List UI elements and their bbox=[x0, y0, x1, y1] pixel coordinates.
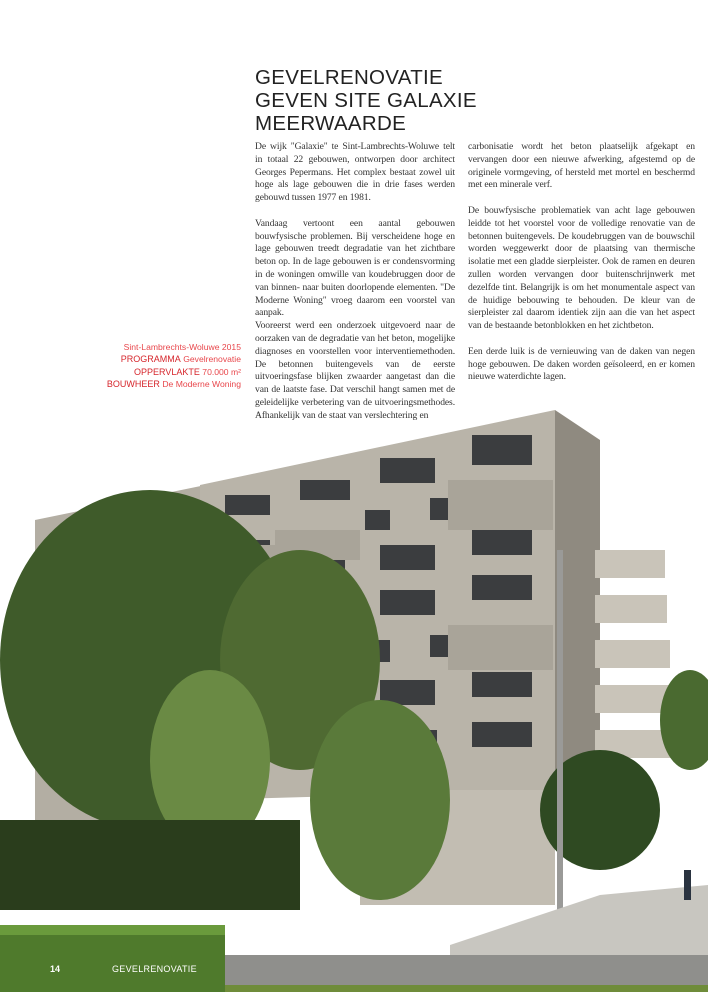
lamppost bbox=[557, 550, 563, 950]
person bbox=[684, 870, 691, 900]
body-column-1 bbox=[255, 141, 455, 423]
programma-label: PROGRAMMA bbox=[120, 354, 181, 365]
paragraph: Vooreerst werd een onderzoek uitgevoerd naar de oorzaken van de degradatie van het beton, mogelijke diagnoses en voorstellen voor interventiemethoden. De betonnen buitengevels van de eerste uitvoeringsfase blijken zwaarder aangetast dan die van de laatste fase. Dat verschil hangt samen met de geleidelijke verbetering van de uitvoeringsmethodes. Afhankelijk van de staat van verslechtering en bbox=[255, 320, 455, 421]
bouwheer-value: De Moderne Woning bbox=[162, 379, 241, 390]
title-line: MEERWAARDE bbox=[255, 112, 407, 135]
location-year: Sint-Lambrechts-Woluwe 2015 bbox=[123, 342, 241, 352]
page-number: 14 bbox=[50, 964, 61, 974]
paragraph: De bouwfysische problematiek van acht lage gebouwen leidde tot het voorstel voor de volledige renovatie van de betonnen buitengevels. De koudebruggen van de bouwschil worden weggewerkt door de plaatsing van thermische isolatie met een gladde sierpleister. Ook de ramen en deuren zullen worden vervangen door buitenschrijnwerk met dezelfde tint. Belangrijk is om het monumentale aspect van de huidige bebouwing te behouden. De kleur van de sierpleister zal daarom identiek zijn aan die van het aspect van de bestaande betonblokken en het zichtbeton. bbox=[468, 204, 695, 332]
bouwheer-label: BOUWHEER bbox=[106, 379, 160, 390]
paragraph: carbonisatie wordt het beton plaatselijk afgekapt en vervangen door een nieuwe afwerking, afgestemd op de originele vormgeving, of hersteld met mortel en beschermd met een minerale verf. bbox=[468, 141, 695, 191]
building-photo bbox=[0, 405, 708, 992]
title-line: GEVELRENOVATIE bbox=[255, 66, 443, 89]
paragraph: Vandaag vertoont een aantal gebouwen bouwfysische problemen. Bij verscheidene hoge en lage gebouwen treedt degradatie van het zichtbare beton op. In de lage gebouwen is er condensvorming in de woningen omwille van koudebruggen door de van binnen- naar buiten doorlopende elementen. "De Moderne Woning" vroeg daarom een voorstel van aanpak. bbox=[255, 217, 455, 319]
programma-value: Gevelrenovatie bbox=[183, 354, 241, 365]
paragraph: De wijk "Galaxie" te Sint-Lambrechts-Woluwe telt in totaal 22 gebouwen, ontworpen door architect Georges Pepermans. Het complex bestaat zowel uit hoge als lage gebouwen die in drie fases werden gebouwd tussen 1977 en 1981. bbox=[255, 141, 455, 204]
project-info bbox=[90, 341, 241, 391]
hedge bbox=[0, 925, 225, 992]
oppervlakte-label: OPPERVLAKTE bbox=[134, 366, 200, 377]
oppervlakte-row bbox=[90, 366, 241, 378]
bouwheer-row bbox=[90, 378, 241, 390]
paragraph: Een derde luik is de vernieuwing van de daken van negen hoge gebouwen. De daken worden geïsoleerd, en er komen nieuwe waterdichte lagen. bbox=[468, 345, 695, 383]
oppervlakte-value: 70.000 m² bbox=[202, 366, 241, 377]
body-column-2 bbox=[468, 141, 695, 384]
section-label: GEVELRENOVATIE bbox=[112, 964, 197, 974]
title-line: GEVEN SITE GALAXIE bbox=[255, 89, 477, 112]
article-title bbox=[255, 66, 555, 135]
grass bbox=[220, 985, 708, 992]
road bbox=[220, 955, 708, 985]
programma-row bbox=[90, 353, 241, 365]
